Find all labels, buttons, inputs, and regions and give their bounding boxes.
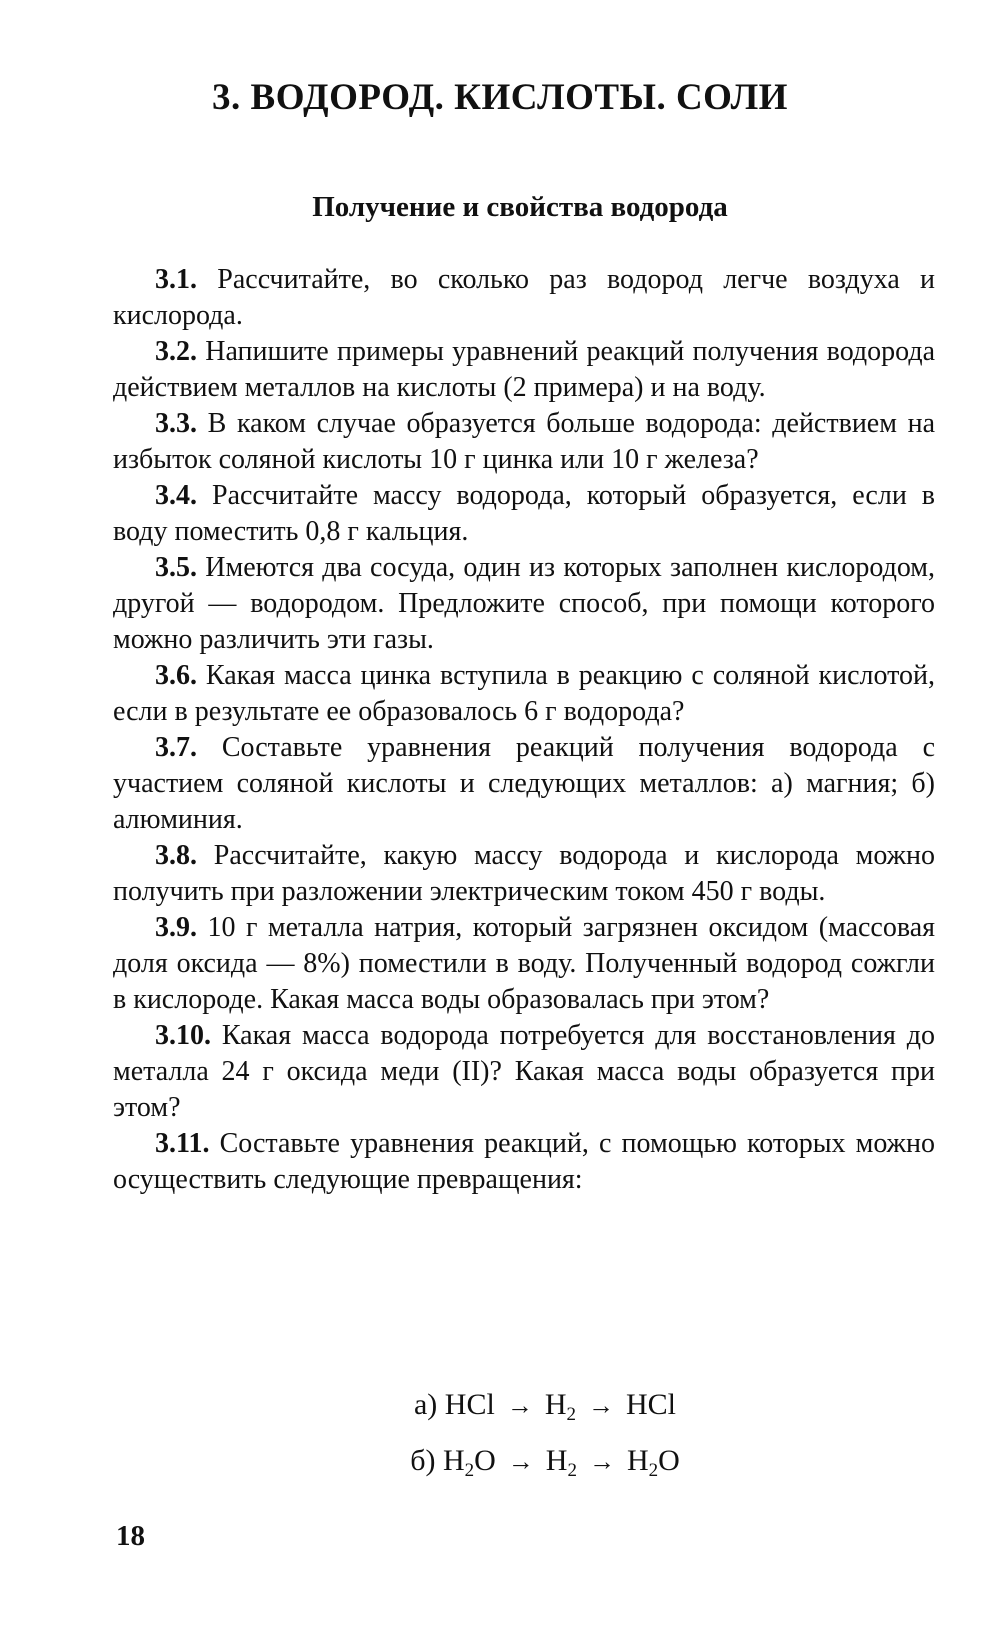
problem-number: 3.2. xyxy=(155,336,197,367)
problem-number: 3.6. xyxy=(155,660,197,691)
problem-number: 3.5. xyxy=(155,552,197,583)
problem-text: 10 г металла натрия, который загрязнен оксидом (массовая доля оксида — 8%) поместили в воду. Полученный водород сожгли в кислороде. Какая масса воды образовалась при этом? xyxy=(113,912,936,1015)
problem-text: Рассчитайте, какую массу водорода и кислорода можно получить при разложении электрическим током 450 г воды. xyxy=(113,840,936,907)
problem-text: Какая масса цинка вступила в реакцию с соляной кислотой, если в результате ее образовалось 6 г водорода? xyxy=(113,660,935,727)
problem-number: 3.3. xyxy=(155,408,197,439)
problem-3-9 xyxy=(113,910,935,1018)
problem-3-7 xyxy=(113,730,935,838)
problem-3-5 xyxy=(113,550,935,658)
problem-number: 3.9. xyxy=(155,912,197,943)
problem-3-8 xyxy=(113,838,935,910)
page-number: 18 xyxy=(116,1520,145,1552)
problem-3-3 xyxy=(113,406,935,478)
arrow-icon: → xyxy=(507,1447,534,1476)
section-title: Получение и свойства водорода xyxy=(312,191,728,223)
problem-number: 3.4. xyxy=(155,480,197,511)
problem-3-6 xyxy=(113,658,935,730)
formula-h2o: $H_2O$ xyxy=(442,1444,496,1481)
formula-hcl: HCl xyxy=(625,1388,676,1421)
problem-3-4 xyxy=(113,478,935,550)
problem-text: Составьте уравнения реакций, с помощью которых можно осуществить следующие превращения: xyxy=(113,1128,936,1195)
problem-3-1 xyxy=(113,262,935,334)
problem-text: Имеются два сосуда, один из которых заполнен кислородом, другой — водородом. Предложите способ, при помощи которого можно различить эти газы. xyxy=(113,552,935,655)
problem-text: В каком случае образуется больше водорода: действием на избыток соляной кислоты 10 г цинка или 10 г железа? xyxy=(113,408,935,475)
problem-number: 3.1. xyxy=(155,264,197,295)
formula-h2o: $H_2O$ xyxy=(626,1444,680,1481)
problem-number: 3.11. xyxy=(155,1128,210,1159)
problem-3-2 xyxy=(113,334,935,406)
problem-text: Рассчитайте, во сколько раз водород легче воздуха и кислорода. xyxy=(113,264,935,331)
problem-3-11 xyxy=(113,1126,935,1198)
transformation-label: а) xyxy=(413,1388,438,1421)
arrow-icon: → xyxy=(588,1447,615,1476)
arrow-icon: → xyxy=(506,1391,533,1420)
problem-number: 3.7. xyxy=(155,732,197,763)
problem-3-10 xyxy=(113,1018,935,1126)
arrow-icon: → xyxy=(587,1391,614,1420)
problem-list xyxy=(113,262,935,1198)
formula-h2: $H_2$ xyxy=(545,1444,577,1481)
transformation-b xyxy=(0,1444,1000,1482)
problem-number: 3.10. xyxy=(155,1020,211,1051)
problem-text: Рассчитайте массу водорода, который образуется, если в воду поместить 0,8 г кальция. xyxy=(113,480,936,547)
transformation-label: б) xyxy=(410,1444,436,1477)
chapter-title: 3. ВОДОРОД. КИСЛОТЫ. СОЛИ xyxy=(212,77,788,118)
problem-number: 3.8. xyxy=(155,840,197,871)
transformation-a xyxy=(0,1388,1000,1426)
problem-text: Напишите примеры уравнений реакций получения водорода действием металлов на кислоты (2 примера) и на воду. xyxy=(113,336,936,403)
problem-text: Составьте уравнения реакций получения водорода с участием соляной кислоты и следующих металлов: а) магния; б) алюминия. xyxy=(113,732,936,835)
formula-h2: $H_2$ xyxy=(544,1388,576,1425)
problem-text: Какая масса водорода потребуется для восстановления до металла 24 г оксида меди (II)? Какая масса воды образуется при этом? xyxy=(113,1020,935,1123)
formula-hcl: HCl xyxy=(444,1388,495,1421)
